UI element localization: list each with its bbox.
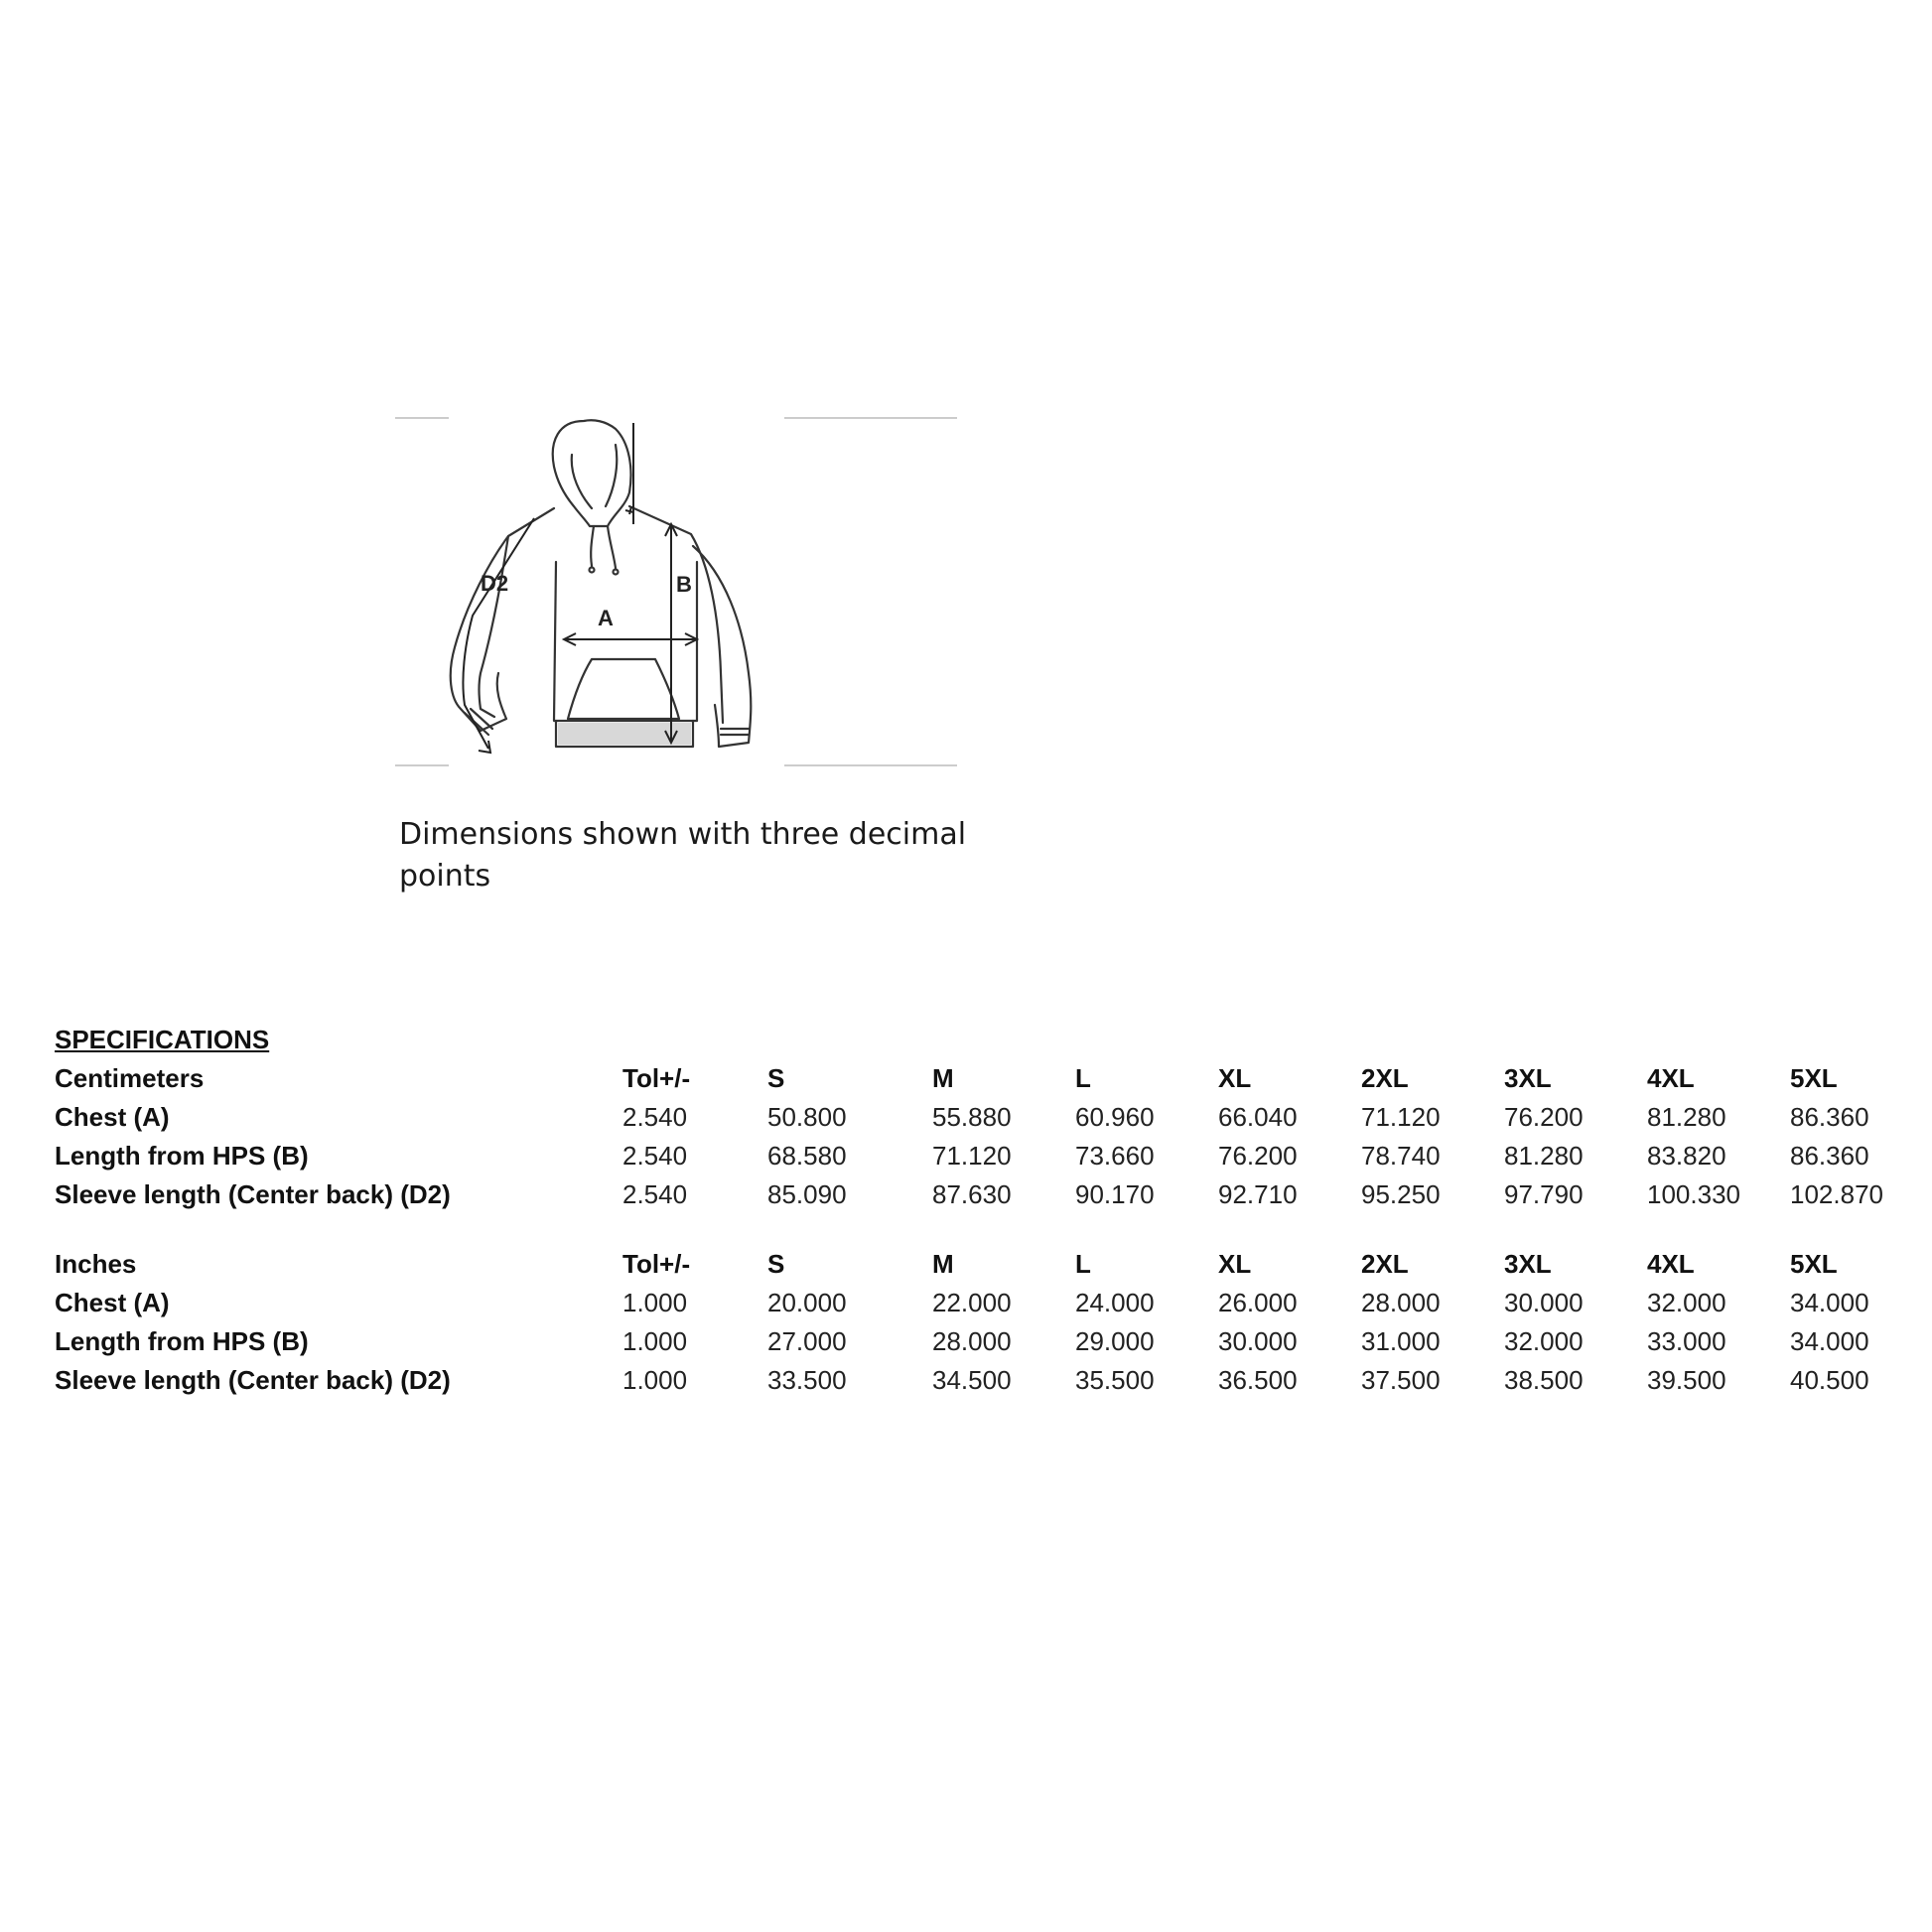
table-cell: 83.820 (1647, 1141, 1726, 1171)
table-cell: 1.000 (622, 1365, 688, 1395)
table-cell: 32.000 (1647, 1288, 1726, 1317)
column-header: M (932, 1249, 954, 1279)
table-cell: 2.540 (622, 1141, 688, 1171)
table-cell: 36.500 (1218, 1365, 1298, 1395)
table-cell: 40.500 (1790, 1365, 1869, 1395)
table-row (55, 1137, 1921, 1175)
table-cell: 86.360 (1790, 1102, 1869, 1132)
column-header: 3XL (1504, 1063, 1552, 1093)
table-cell: 22.000 (932, 1288, 1012, 1317)
table-cell: 76.200 (1218, 1141, 1298, 1171)
table-cell: 71.120 (932, 1141, 1012, 1171)
table-cell: 66.040 (1218, 1102, 1298, 1132)
table-cell: 28.000 (1361, 1288, 1441, 1317)
table-cell: 27.000 (767, 1326, 847, 1356)
unit-label: Inches (55, 1249, 137, 1279)
column-header: XL (1218, 1063, 1252, 1093)
table-cell: 60.960 (1075, 1102, 1155, 1132)
column-header: S (767, 1249, 785, 1279)
table-cell: 33.000 (1647, 1326, 1726, 1356)
table-cell: 50.800 (767, 1102, 847, 1132)
label-a: A (598, 606, 614, 630)
label-d2: D2 (481, 571, 509, 596)
table-header-row (55, 1059, 1921, 1098)
specifications-title: SPECIFICATIONS (55, 1025, 270, 1054)
table-cell: 85.090 (767, 1179, 847, 1209)
column-header: XL (1218, 1249, 1252, 1279)
table-cell: 2.540 (622, 1179, 688, 1209)
table-cell: 76.200 (1504, 1102, 1584, 1132)
table-cell: 97.790 (1504, 1179, 1584, 1209)
column-header: Tol+/- (622, 1063, 691, 1093)
table-cell: 81.280 (1647, 1102, 1726, 1132)
table-cell: 20.000 (767, 1288, 847, 1317)
table-cell: 81.280 (1504, 1141, 1584, 1171)
table-cell: 29.000 (1075, 1326, 1155, 1356)
column-header: 3XL (1504, 1249, 1552, 1279)
row-label: Chest (A) (55, 1288, 170, 1317)
column-header: Tol+/- (622, 1249, 691, 1279)
column-header: 5XL (1790, 1063, 1838, 1093)
table-cell: 38.500 (1504, 1365, 1584, 1395)
hoodie-measurement-diagram (395, 415, 957, 774)
table-cell: 32.000 (1504, 1326, 1584, 1356)
table-cell: 100.330 (1647, 1179, 1740, 1209)
row-label: Sleeve length (Center back) (D2) (55, 1365, 451, 1395)
column-header: 4XL (1647, 1063, 1695, 1093)
table-cell: 37.500 (1361, 1365, 1441, 1395)
table-row (55, 1284, 1921, 1322)
table-cell: 102.870 (1790, 1179, 1883, 1209)
column-header: L (1075, 1249, 1091, 1279)
table-row (55, 1098, 1921, 1137)
table-cell: 78.740 (1361, 1141, 1441, 1171)
column-header: S (767, 1063, 785, 1093)
table-cell: 24.000 (1075, 1288, 1155, 1317)
table-cell: 34.000 (1790, 1288, 1869, 1317)
table-cell: 95.250 (1361, 1179, 1441, 1209)
row-label: Sleeve length (Center back) (D2) (55, 1179, 451, 1209)
column-header: 2XL (1361, 1249, 1409, 1279)
table-cell: 30.000 (1504, 1288, 1584, 1317)
table-cell: 86.360 (1790, 1141, 1869, 1171)
unit-label: Centimeters (55, 1063, 205, 1093)
table-cell: 33.500 (767, 1365, 847, 1395)
column-header: 2XL (1361, 1063, 1409, 1093)
dimensions-caption: Dimensions shown with three decimal points (399, 817, 967, 894)
table-header-row (55, 1245, 1921, 1284)
specifications-table (55, 1021, 1921, 1400)
column-header: L (1075, 1063, 1091, 1093)
table-cell: 34.500 (932, 1365, 1012, 1395)
row-label: Chest (A) (55, 1102, 170, 1132)
table-cell: 28.000 (932, 1326, 1012, 1356)
column-header: 4XL (1647, 1249, 1695, 1279)
table-cell: 26.000 (1218, 1288, 1298, 1317)
table-cell: 71.120 (1361, 1102, 1441, 1132)
table-cell: 35.500 (1075, 1365, 1155, 1395)
table-cell: 73.660 (1075, 1141, 1155, 1171)
table-row (55, 1175, 1921, 1214)
table-cell: 30.000 (1218, 1326, 1298, 1356)
table-cell: 90.170 (1075, 1179, 1155, 1209)
table-cell: 1.000 (622, 1326, 688, 1356)
table-row (55, 1361, 1921, 1400)
table-cell: 31.000 (1361, 1326, 1441, 1356)
table-cell: 2.540 (622, 1102, 688, 1132)
table-cell: 92.710 (1218, 1179, 1298, 1209)
table-row (55, 1322, 1921, 1361)
table-cell: 1.000 (622, 1288, 688, 1317)
column-header: M (932, 1063, 954, 1093)
table-cell: 55.880 (932, 1102, 1012, 1132)
row-label: Length from HPS (B) (55, 1326, 309, 1356)
label-b: B (676, 572, 692, 597)
table-cell: 68.580 (767, 1141, 847, 1171)
table-cell: 39.500 (1647, 1365, 1726, 1395)
table-cell: 34.000 (1790, 1326, 1869, 1356)
table-cell: 87.630 (932, 1179, 1012, 1209)
column-header: 5XL (1790, 1249, 1838, 1279)
row-label: Length from HPS (B) (55, 1141, 309, 1171)
